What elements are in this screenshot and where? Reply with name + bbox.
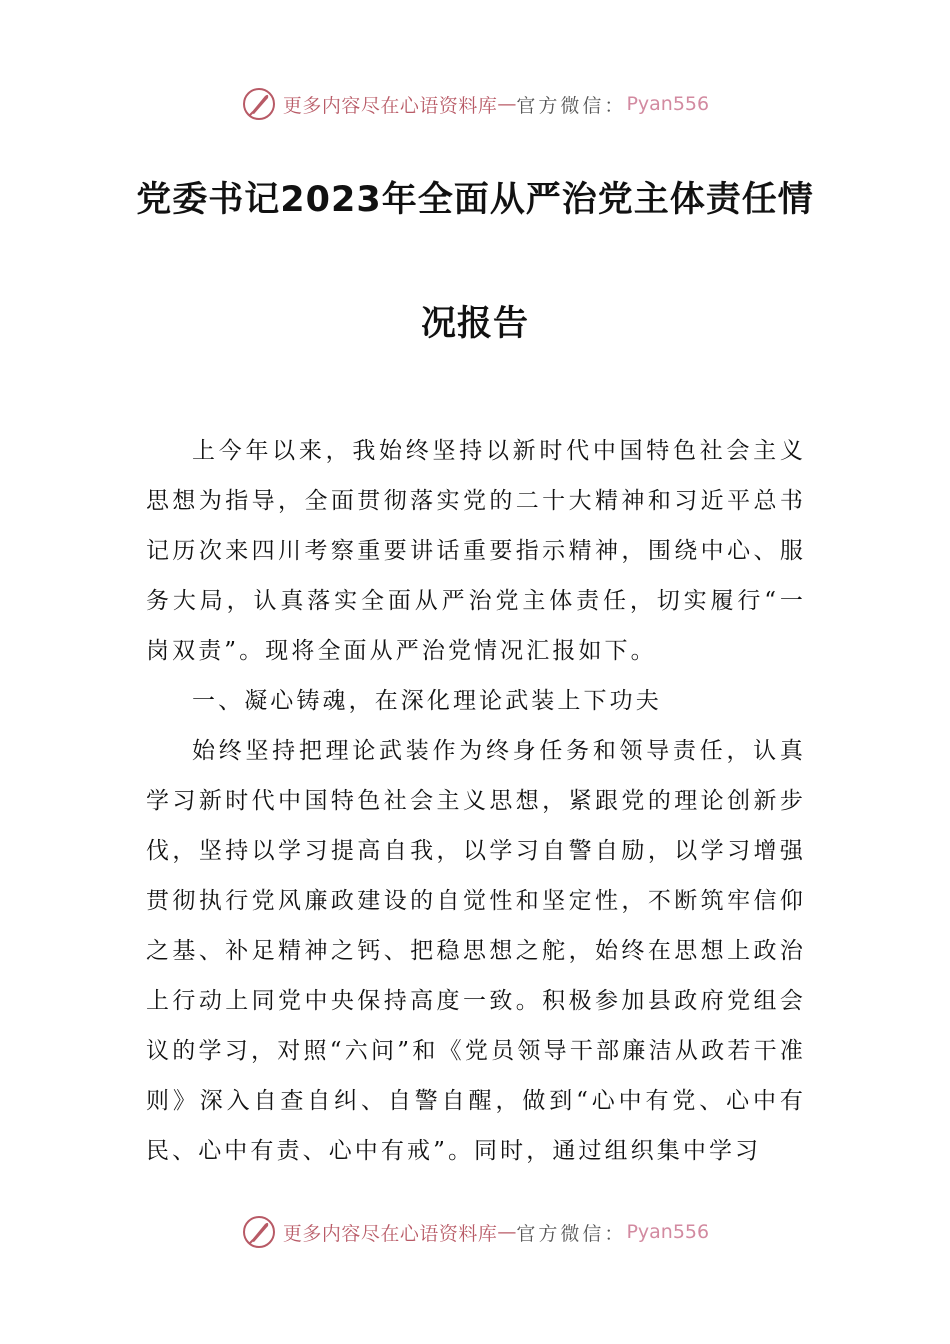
document-body: [146, 426, 806, 1176]
footer-watermark-banner: [0, 1212, 950, 1252]
banner-official-label: 官方微信：: [516, 94, 627, 117]
document-title-line-2: 况报告: [420, 304, 529, 344]
header-watermark-banner: [0, 84, 950, 124]
banner-wechat-id: Pyan556: [626, 1221, 710, 1243]
banner-separator: —: [497, 1221, 517, 1243]
banner-official-label: 官方微信：: [516, 1222, 627, 1245]
banner-brand-text: 更多内容尽在心语资料库: [282, 1222, 498, 1245]
paragraph-section-1: 始终坚持把理论武装作为终身任务和领导责任，认真学习新时代中国特色社会主义思想，紧跟党的理论创新步伐，坚持以学习提高自我，以学习自警自励，以学习增强贯彻执行党风廉政建设的自觉性和坚定性，不断筑牢信仰之基、补足精神之钙、把稳思想之舵，始终在思想上政治上行动上同党中央保持高度一致。积极参加县政府党组会议的学习，对照“六问”和《党员领导干部廉洁从政若干准则》深入自查自纠、自警自醒，做到“心中有党、心中有民、心中有责、心中有戒”。同时，通过组织集中学习: [146, 738, 806, 1164]
banner-separator: —: [497, 93, 517, 115]
paragraph-intro: 上今年以来，我始终坚持以新时代中国特色社会主义思想为指导，全面贯彻落实党的二十大精神和习近平总书记历次来四川考察重要讲话重要指示精神，围绕中心、服务大局，认真落实全面从严治党主体责任，切实履行“一岗双责”。现将全面从严治党情况汇报如下。: [146, 438, 806, 664]
quill-pen-logo-icon: [241, 86, 277, 122]
banner-wechat-id: Pyan556: [626, 93, 710, 115]
document-title-line-1: 党委书记2023年全面从严治党主体责任情: [136, 180, 814, 220]
section-heading-1: 一、凝心铸魂，在深化理论武装上下功夫: [192, 688, 662, 714]
banner-brand-text: 更多内容尽在心语资料库: [282, 94, 498, 117]
quill-pen-logo-icon: [241, 1214, 277, 1250]
